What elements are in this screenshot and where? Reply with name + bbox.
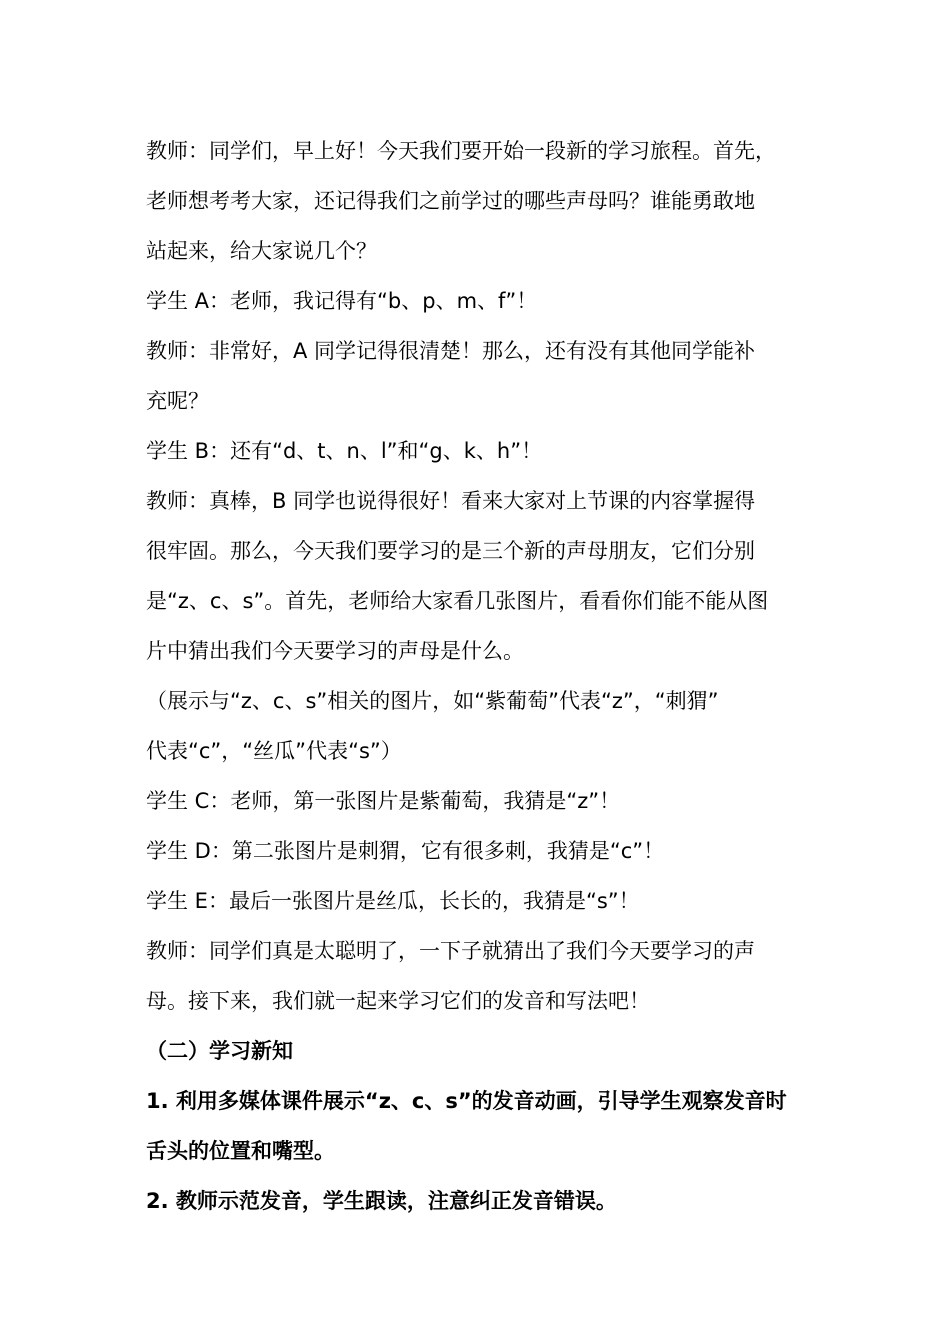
student-b-paragraph bbox=[146, 426, 806, 476]
text-line: （展示与“z、c、s”相关的图片，如“紫葡萄”代表“z”，“刺猬” bbox=[146, 689, 719, 713]
text-line: 片中猜出我们今天要学习的声母是什么。 bbox=[146, 639, 524, 663]
text-line: 充呢？ bbox=[146, 389, 209, 413]
picture-note-paragraph bbox=[146, 676, 806, 776]
text-line: 学生 E：最后一张图片是丝瓜，长长的，我猜是“s”！ bbox=[146, 889, 640, 913]
text-line: 母。接下来，我们就一起来学习它们的发音和写法吧！ bbox=[146, 989, 650, 1013]
text-line: 1. 利用多媒体课件展示“z、c、s”的发音动画，引导学生观察发音时 bbox=[146, 1089, 787, 1113]
text-line: 学生 B：还有“d、t、n、l”和“g、k、h”！ bbox=[146, 439, 543, 463]
student-c-paragraph bbox=[146, 776, 806, 826]
teacher-response-a-paragraph bbox=[146, 326, 806, 426]
numbered-item-1 bbox=[146, 1076, 806, 1176]
section-heading-text: （二）学习新知 bbox=[146, 1039, 293, 1063]
student-e-paragraph bbox=[146, 876, 806, 926]
text-line: 代表“c”，“丝瓜”代表“s”） bbox=[146, 739, 402, 763]
text-line: 2. 教师示范发音，学生跟读，注意纠正发音错误。 bbox=[146, 1189, 617, 1213]
section-heading bbox=[146, 1026, 806, 1076]
text-line: 教师：同学们，早上好！今天我们要开始一段新的学习旅程。首先， bbox=[146, 139, 776, 163]
teacher-introduction-paragraph bbox=[146, 476, 806, 676]
text-line: 舌头的位置和嘴型。 bbox=[146, 1139, 335, 1163]
teacher-greeting-paragraph bbox=[146, 126, 806, 276]
text-line: 站起来，给大家说几个？ bbox=[146, 239, 377, 263]
text-line: 教师：非常好，A 同学记得很清楚！那么，还有没有其他同学能补 bbox=[146, 339, 756, 363]
text-line: 很牢固。那么，今天我们要学习的是三个新的声母朋友，它们分别 bbox=[146, 539, 755, 563]
text-line: 学生 A：老师，我记得有“b、p、m、f”！ bbox=[146, 289, 538, 313]
numbered-item-2 bbox=[146, 1176, 806, 1226]
text-line: 学生 D：第二张图片是刺猬，它有很多刺，我猜是“c”！ bbox=[146, 839, 665, 863]
text-line: 教师：真棒，B 同学也说得很好！看来大家对上节课的内容掌握得 bbox=[146, 489, 756, 513]
text-line: 是“z、c、s”。首先，老师给大家看几张图片，看看你们能不能从图 bbox=[146, 589, 769, 613]
text-line: 教师：同学们真是太聪明了，一下子就猜出了我们今天要学习的声 bbox=[146, 939, 755, 963]
text-line: 老师想考考大家，还记得我们之前学过的哪些声母吗？谁能勇敢地 bbox=[146, 189, 755, 213]
text-line: 学生 C：老师，第一张图片是紫葡萄，我猜是“z”！ bbox=[146, 789, 621, 813]
student-a-paragraph bbox=[146, 276, 806, 326]
student-d-paragraph bbox=[146, 826, 806, 876]
document-body bbox=[146, 126, 806, 1226]
teacher-conclusion-paragraph bbox=[146, 926, 806, 1026]
